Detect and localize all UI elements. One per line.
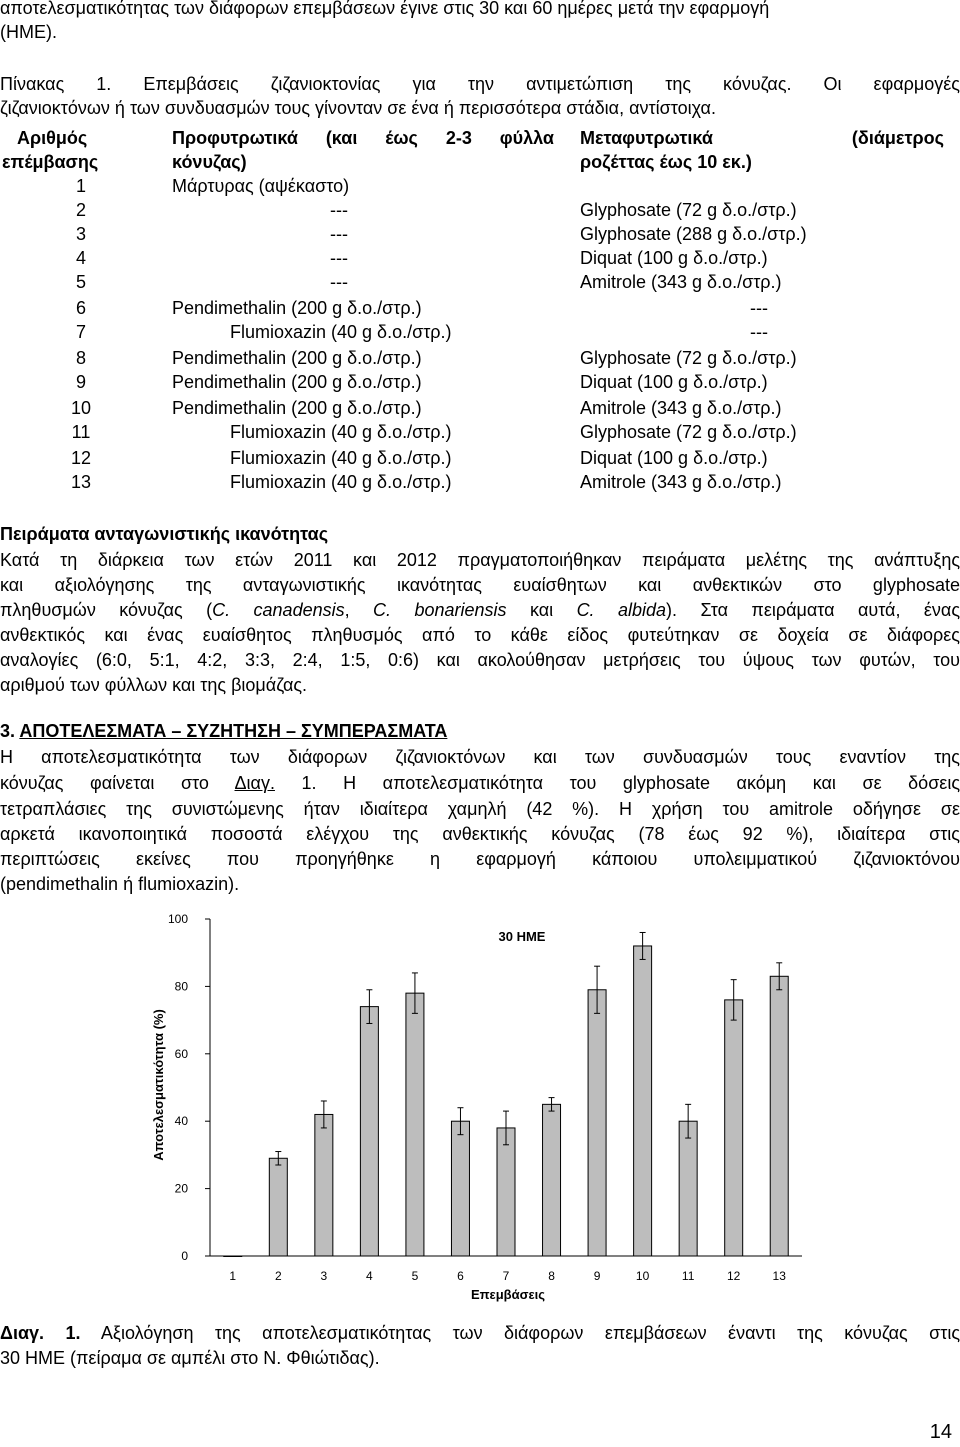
x-tick-label: 1 <box>229 1269 237 1283</box>
table-cell-preemergence: --- <box>330 272 348 292</box>
table-row-number: 6 <box>75 298 86 318</box>
table-cell-postemergence: Glyphosate (72 g δ.ο./στρ.) <box>580 422 797 442</box>
results-heading: 3. ΑΠΟΤΕΛΕΣΜΑΤΑ – ΣΥΖΗΤΗΣΗ – ΣΥΜΠΕΡΑΣΜΑΤΑ <box>0 721 448 741</box>
intro-line-1: αποτελεσματικότητας των διάφορων επεμβάσεων έγινε στις 30 και 60 ημέρες μετά την εφαρμογή <box>0 0 770 18</box>
table-row-number: 10 <box>70 398 92 418</box>
figure-caption-line-2: 30 ΗΜΕ (πείραμα σε αμπέλι στο Ν. Φθιώτιδας). <box>0 1348 380 1368</box>
header-col3-line2: ροζέττας έως 10 εκ.) <box>580 152 752 172</box>
table-row-number: 9 <box>75 372 86 392</box>
table-row-number: 13 <box>70 472 92 492</box>
competition-line-4: ανθεκτικός και ένας ευαίσθητος πληθυσμός από το κάθε είδος φυτεύτηκαν σε δοχεία σε διάφορες <box>0 625 960 645</box>
table-cell-preemergence: Pendimethalin (200 g δ.ο./στρ.) <box>172 348 422 368</box>
table-row-number: 8 <box>75 348 86 368</box>
y-tick-label: 0 <box>181 1249 188 1263</box>
bar <box>679 1121 697 1256</box>
y-tick-label: 20 <box>174 1181 188 1196</box>
bar <box>315 1114 333 1256</box>
x-tick-label: 5 <box>411 1269 419 1283</box>
x-tick-label: 8 <box>548 1269 555 1283</box>
x-tick-label: 9 <box>593 1269 601 1283</box>
table-row-number: 3 <box>75 224 86 244</box>
results-line-6: (pendimethalin ή flumioxazin). <box>0 874 240 894</box>
competition-line-5: αναλογίες (6:0, 5:1, 4:2, 3:3, 2:4, 1:5, 0:6) και ακολούθησαν μετρήσεις του ύψους των φυτών, του <box>0 650 960 670</box>
figure-caption-line-1: Διαγ. 1. Αξιολόγηση της αποτελεσματικότητας των διάφορων επεμβάσεων έναντι της κόνυζας στις <box>0 1323 960 1343</box>
efficacy-bar-chart <box>0 905 960 1305</box>
y-tick-label: 40 <box>174 1114 188 1129</box>
bar <box>770 976 788 1256</box>
table-cell-preemergence: Pendimethalin (200 g δ.ο./στρ.) <box>172 372 422 392</box>
table-row-number: 2 <box>75 200 86 220</box>
table-cell-postemergence: Glyphosate (72 g δ.ο./στρ.) <box>580 200 797 220</box>
results-line-5: περιπτώσεις εκείνες που προηγήθηκε η εφαρμογή κάποιου υπολειμματικού ζιζανιοκτόνου <box>0 849 960 869</box>
table-cell-postemergence: Amitrole (343 g δ.ο./στρ.) <box>580 398 782 418</box>
x-tick-label: 12 <box>727 1269 741 1283</box>
x-tick-label: 3 <box>320 1269 328 1283</box>
table-cell-postemergence: --- <box>750 322 768 342</box>
y-axis-label: Αποτελεσματικότητα (%) <box>151 1009 166 1161</box>
chart-title: 30 ΗΜΕ <box>498 929 546 944</box>
table-cell-postemergence: Glyphosate (72 g δ.ο./στρ.) <box>580 348 797 368</box>
y-tick-label: 80 <box>174 979 188 994</box>
x-tick-label: 7 <box>502 1269 510 1283</box>
competition-line-2: και αξιολόγησης της ανταγωνιστικής ικανότητας ευαίσθητων και ανθεκτικών στο glyphosate <box>0 575 960 595</box>
x-tick-label: 4 <box>366 1269 373 1283</box>
competition-line-3: πληθυσμών κόνυζας (C. canadensis, C. bonariensis και C. albida). Στα πειράματα αυτά, ένας <box>0 600 960 620</box>
page-number: 14 <box>929 1421 952 1443</box>
table-cell-preemergence: Flumioxazin (40 g δ.ο./στρ.) <box>230 322 452 342</box>
table-cell-postemergence: Diquat (100 g δ.ο./στρ.) <box>580 448 768 468</box>
table-cell-preemergence: Flumioxazin (40 g δ.ο./στρ.) <box>230 448 452 468</box>
table-cell-preemergence: Flumioxazin (40 g δ.ο./στρ.) <box>230 422 452 442</box>
table-label: Πίνακας 1. <box>0 74 112 94</box>
table-caption-line-1 <box>0 72 960 96</box>
header-col1-line2: επέμβασης <box>2 152 99 172</box>
table-row-number: 5 <box>75 272 86 292</box>
figure-ref-link[interactable]: Διαγ. <box>234 773 275 793</box>
table-row-number: 12 <box>70 448 92 468</box>
table-row-number: 7 <box>75 322 86 342</box>
table-row-number: 1 <box>75 176 86 196</box>
bar <box>406 993 424 1256</box>
table-cell-preemergence: --- <box>330 224 348 244</box>
table-row-number: 4 <box>75 248 86 268</box>
x-axis-label: Επεμβάσεις <box>470 1287 546 1302</box>
table-row-number: 11 <box>71 422 91 442</box>
table-cell-preemergence: --- <box>330 248 348 268</box>
bar <box>360 1007 378 1256</box>
x-tick-label: 11 <box>681 1269 695 1283</box>
results-line-1: Η αποτελεσματικότητα των διάφορων ζιζανιοκτόνων και των συνδυασμών τους εναντίον της <box>0 747 960 767</box>
bar <box>497 1128 515 1256</box>
results-line-2: κόνυζας φαίνεται στο Διαγ. 1. Η αποτελεσματικότητα του glyphosate ακόμη και σε δόσεις <box>0 773 960 793</box>
competition-line-1: Κατά τη διάρκεια των ετών 2011 και 2012 πραγματοποιήθηκαν πειράματα μελέτης της ανάπτυξης <box>0 550 960 570</box>
table-cell-preemergence: Μάρτυρας (αψέκαστο) <box>172 176 350 196</box>
header-col1-line1: Αριθμός <box>17 128 88 148</box>
bar <box>543 1104 561 1256</box>
table-cell-preemergence: Flumioxazin (40 g δ.ο./στρ.) <box>230 472 452 492</box>
bar <box>451 1121 469 1256</box>
header-col2-line1: Προφυτρωτικά (και έως 2-3 φύλλα <box>172 128 554 148</box>
x-tick-label: 13 <box>772 1269 786 1283</box>
x-tick-label: 6 <box>457 1269 464 1283</box>
x-tick-label: 2 <box>274 1269 282 1283</box>
bar <box>588 990 606 1256</box>
results-line-4: αρκετά ικανοποιητικά ποσοστά ελέγχου της ανθεκτικής κόνυζας (78 έως 92 %), ιδιαίτερα στις <box>0 824 960 844</box>
table-cell-postemergence: --- <box>750 298 768 318</box>
y-tick-label: 60 <box>174 1046 188 1061</box>
bar <box>269 1158 287 1256</box>
bar <box>725 1000 743 1256</box>
header-col3-line1: Μεταφυτρωτικά (διάμετρος <box>580 128 944 148</box>
competition-line-6: αριθμού των φύλλων και της βιομάζας. <box>0 675 308 695</box>
table-caption-text: Επεμβάσεις ζιζανιοκτονίας για την αντιμετώπιση της κόνυζας. Οι εφαρμογές <box>143 74 960 94</box>
figure-label: Διαγ. 1. <box>0 1323 81 1343</box>
intro-line-2: (ΗΜΕ). <box>0 22 57 42</box>
results-line-3: τετραπλάσιες της συνιστώμενης ήταν ιδιαίτερα χαμηλή (42 %). Η χρήση του amitrole οδήγησε σε <box>0 799 960 819</box>
table-cell-postemergence: Glyphosate (288 g δ.ο./στρ.) <box>580 224 807 244</box>
bar <box>224 1256 242 1257</box>
table-caption-line-2: ζιζανιοκτόνων ή των συνδυασμών τους γίνονταν σε ένα ή περισσότερα στάδια, αντίστοιχα. <box>0 98 716 118</box>
table-cell-postemergence: Diquat (100 g δ.ο./στρ.) <box>580 372 768 392</box>
table-cell-postemergence: Diquat (100 g δ.ο./στρ.) <box>580 248 768 268</box>
table-cell-postemergence: Amitrole (343 g δ.ο./στρ.) <box>580 272 782 292</box>
competition-heading: Πειράματα ανταγωνιστικής ικανότητας <box>0 524 329 544</box>
table-cell-preemergence: --- <box>330 200 348 220</box>
x-tick-label: 10 <box>635 1269 650 1283</box>
header-col2-line2: κόνυζας) <box>172 152 247 172</box>
bar <box>634 946 652 1256</box>
table-cell-postemergence: Amitrole (343 g δ.ο./στρ.) <box>580 472 782 492</box>
table-cell-preemergence: Pendimethalin (200 g δ.ο./στρ.) <box>172 398 422 418</box>
table-cell-preemergence: Pendimethalin (200 g δ.ο./στρ.) <box>172 298 422 318</box>
y-tick-label: 100 <box>167 912 188 926</box>
